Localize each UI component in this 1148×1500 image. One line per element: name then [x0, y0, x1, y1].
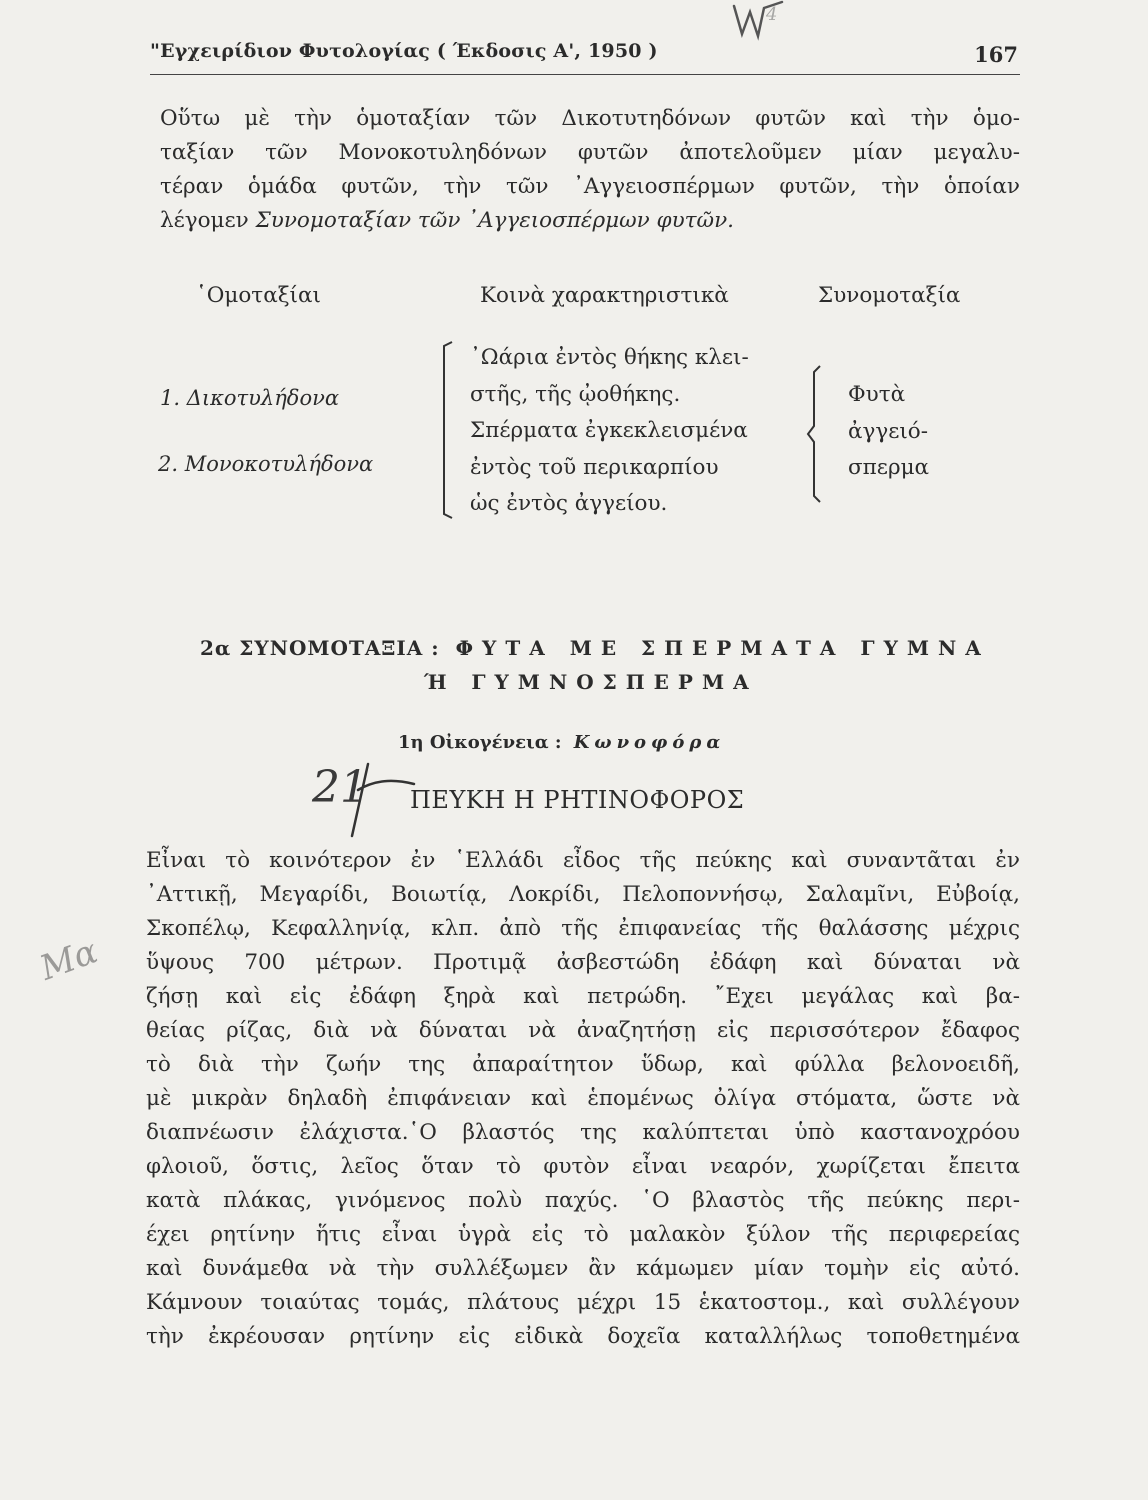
paragraph-line: διαπνέωσιν ἐλάχιστα.῾Ο βλαστός της καλύπτεται ὑπὸ καστανοχρόου [146, 1120, 1020, 1145]
paragraph-line-last [160, 204, 1020, 238]
family-name: Κωνοφόρα [573, 732, 726, 753]
handwritten-top-right-text: 4 [766, 4, 778, 25]
characteristic-line: στῆς, τῆς ᾠοθήκης. [470, 381, 681, 407]
paragraph-line: Εἶναι τὸ κοινότερον ἐν ῾Ελλάδι εἶδος τῆς πεύκης καὶ συναντᾶται ἐν [146, 848, 1020, 873]
paragraph-line: ταξίαν τῶν Μονοκοτυληδόνων φυτῶν ἀποτελοῦμεν μίαν μεγαλυ- [160, 140, 1020, 165]
column-header-division: Συνομοταξία [818, 283, 961, 308]
handwritten-number: 21 [312, 762, 368, 813]
paragraph-line: έχει ρητίνην ἥτις εἶναι ὑγρὰ εἰς τὸ μαλακὸν ξύλον τῆς περιφερείας [146, 1222, 1020, 1247]
division-line: σπερμα [848, 455, 930, 480]
section-number: 2α ΣΥΝΟΜΟΤΑΞΙΑ : [200, 636, 440, 660]
paragraph-line: Κάμνουν τοιαύτας τομάς, πλάτους μέχρι 15 ἑκατοστομ., καὶ συλλέγουν [146, 1290, 1020, 1315]
division-line: ἀγγειό- [848, 418, 928, 444]
paragraph-line: καὶ δυνάμεθα νὰ τὴν συλλέξωμεν ἂν κάμωμεν μίαν τομὴν εἰς αὐτό. [146, 1256, 1020, 1281]
paragraph-line: μὲ μικρὰν δηλαδὴ ἐπιφάνειαν καὶ ἑπομένως ὀλίγα στόματα, ὥστε νὰ [146, 1086, 1020, 1111]
section-heading-line-1 [200, 636, 990, 660]
characteristic-line: ᾿Ωάρια ἐντὸς θήκης κλει- [470, 345, 749, 370]
handwritten-mark-top-right [728, 0, 788, 50]
division-text [848, 377, 929, 487]
paragraph-line: τέραν ὁμάδα φυτῶν, τὴν τῶν ᾿Αγγειοσπέρμων φυτῶν, τὴν ὁποίαν [160, 174, 1020, 199]
paragraph-line: ζήσῃ καὶ εἰς ἐδάφη ξηρὰ καὶ πετρώδη. ῎Εχει μεγάλας καὶ βα- [146, 984, 1020, 1009]
handwritten-arrow [338, 760, 418, 840]
body-paragraph [146, 844, 1020, 1354]
paragraph-line: Σκοπέλῳ, Κεφαλληνίᾳ, κλπ. ἀπὸ τῆς ἐπιφανείας τῆς θαλάσσης μέχρις [146, 916, 1020, 941]
column-header-classes: ῾Ομοταξίαι [196, 283, 321, 308]
running-header [150, 40, 1020, 75]
characteristic-line: ἐντὸς τοῦ περικαρπίου [470, 454, 719, 480]
species-heading: ΠΕΥΚΗ Η ΡΗΤΙΝΟΦΟΡΟΣ [410, 786, 745, 814]
paragraph-line: κατὰ πλάκας, γινόμενος πολὺ παχύς. ῾Ο βλαστὸς τῆς πεύκης περι- [146, 1188, 1020, 1213]
handwritten-left-margin: Μα [34, 931, 103, 989]
paragraph-line: ὕψους 700 μέτρων. Προτιμᾷ ἀσβεστώδη ἐδάφη καὶ δύναται νὰ [146, 950, 1020, 975]
characteristics-text [470, 340, 749, 523]
paragraph-line: τὴν ἐκρέουσαν ρητίνην εἰς εἰδικὰ δοχεῖα καταλλήλως τοποθετημένα [146, 1324, 1020, 1349]
characteristic-line: Σπέρματα ἐγκεκλεισμένα [470, 418, 748, 443]
section-heading-line-2: Ή ΓΥΜΝΟΣΠΕΡΜΑ [424, 670, 758, 694]
paragraph-line: Οὕτω μὲ τὴν ὁμοταξίαν τῶν Δικοτυτηδόνων φυτῶν καὶ τὴν ὁμο- [160, 106, 1020, 131]
column-header-characteristics: Κοινὰ χαρακτηριστικὰ [480, 283, 729, 308]
italic-term: Συνομοταξίαν τῶν ᾿Αγγειοσπέρμων φυτῶν. [255, 208, 734, 233]
class-monocotyledons: 2. Μονοκοτυλήδονα [158, 452, 374, 476]
intro-paragraph [160, 102, 1020, 238]
plain-text: λέγομεν [160, 208, 249, 233]
family-heading [398, 732, 725, 753]
paragraph-line: φλοιοῦ, ὅστις, λεῖος ὅταν τὸ φυτὸν εἶναι νεαρόν, χωρίζεται ἔπειτα [146, 1154, 1020, 1179]
section-title-1: ΦΥΤΑ ΜΕ ΣΠΕΡΜΑΤΑ ΓΥΜΝΑ [455, 636, 990, 660]
class-dicotyledons: 1. Δικοτυλήδονα [160, 386, 340, 410]
right-brace [806, 364, 828, 504]
paragraph-line: θείας ρίζας, διὰ νὰ δύναται νὰ ἀναζητήσῃ εἰς περισσότερον ἔδαφος [146, 1018, 1020, 1043]
paragraph-line: τὸ διὰ τὴν ζωήν της ἀπαραίτητον ὕδωρ, καὶ φύλλα βελονοειδῆ, [146, 1052, 1020, 1077]
division-line: Φυτὰ [848, 382, 906, 407]
paragraph-line: ᾿Αττικῇ, Μεγαρίδι, Βοιωτίᾳ, Λοκρίδι, Πελοποννήσῳ, Σαλαμῖνι, Εὐβοίᾳ, [146, 882, 1020, 907]
family-label: 1η Οἰκογένεια : [398, 732, 562, 753]
book-title: "Εγχειρίδιον Φυτολογίας ( Έκδοσις Α', 1950 ) [150, 40, 658, 62]
page-number: 167 [974, 42, 1018, 67]
left-bracket [440, 340, 456, 520]
characteristic-line: ὡς ἐντὸς ἀγγείου. [470, 491, 668, 516]
